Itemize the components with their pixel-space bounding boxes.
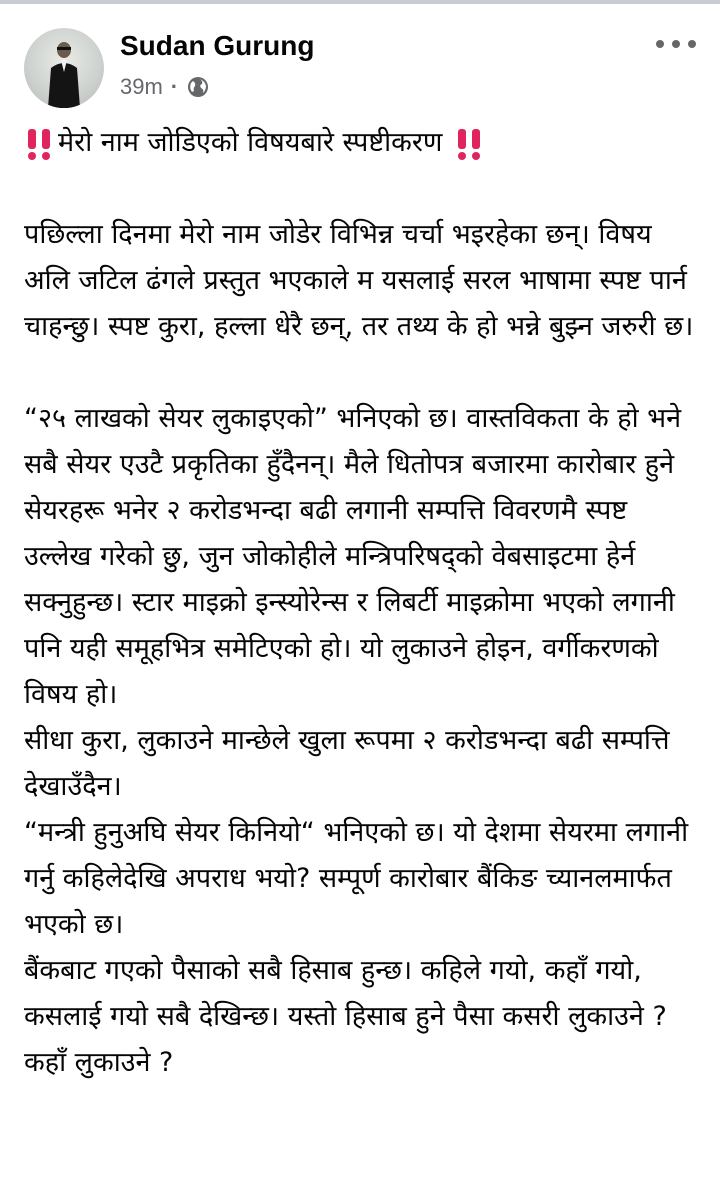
post-header	[24, 26, 696, 110]
more-dot	[656, 40, 664, 48]
post-paragraph: सीधा कुरा, लुकाउने मान्छेले खुला रूपमा २ करोडभन्दा बढी सम्पत्ति देखाउँदैन।	[24, 725, 670, 802]
double-exclamation-icon	[454, 125, 484, 161]
meta-separator: ·	[170, 74, 179, 99]
avatar-photo	[24, 28, 104, 108]
post-paragraph: बैंकबाट गएको पैसाको सबै हिसाब हुन्छ। कहिले गयो, कहाँ गयो, कसलाई गयो सबै देखिन्छ। यस्तो हिसाब हुने पैसा कसरी लुकाउने ? कहाँ लुकाउने ?	[24, 955, 667, 1078]
post-title: मेरो नाम जोडिएको विषयबारे स्पष्टीकरण	[58, 127, 443, 158]
author-name[interactable]: Sudan Gurung	[120, 30, 315, 61]
paragraph-gap	[24, 166, 700, 212]
post-body	[24, 120, 700, 1181]
post-title-line	[24, 120, 700, 166]
paragraph-gap	[24, 350, 700, 396]
top-divider	[0, 0, 720, 4]
post-meta	[120, 74, 210, 100]
post-paragraph: “मन्त्री हुनुअघि सेयर किनियो“ भनिएको छ। यो देशमा सेयरमा लगानी गर्नु कहिलेदेखि अपराध भयो? सम्पूर्ण कारोबार बैंकिङ च्यानलमार्फत भएको छ।	[24, 817, 689, 940]
globe-icon[interactable]	[186, 75, 210, 99]
post-paragraph: “२५ लाखको सेयर लुकाइएको” भनिएको छ। वास्तविकता के हो भने सबै सेयर एउटै प्रकृतिका हुँदैनन्। मैले धितोपत्र बजारमा कारोबार हुने सेयरहरू भनेर २ करोडभन्दा बढी लगानी सम्पत्ति विवरणमै स्पष्ट उल्लेख गरेको छु, जुन जोकोहीले मन्त्रिपरिषद्को वेबसाइटमा हेर्न सक्नुहुन्छ। स्टार माइक्रो इन्स्योरेन्स र लिबर्टी माइक्रोमा भएको लगानी पनि यही समूहभित्र समेटिएको हो। यो लुकाउने होइन, वर्गीकरणको विषय हो।	[24, 403, 682, 710]
more-options-icon[interactable]	[656, 32, 696, 56]
avatar[interactable]	[24, 28, 104, 108]
more-dot	[672, 40, 680, 48]
more-dot	[688, 40, 696, 48]
post-timestamp[interactable]: 39m	[120, 74, 163, 99]
double-exclamation-icon	[24, 125, 54, 161]
post-paragraph: पछिल्ला दिनमा मेरो नाम जोडेर विभिन्न चर्चा भइरहेका छन्। विषय अलि जटिल ढंगले प्रस्तुत भएकाले म यसलाई सरल भाषामा स्पष्ट पार्न चाहन्छु। स्पष्ट कुरा, हल्ला धेरै छन्, तर तथ्य के हो भन्ने बुझ्न जरुरी छ।	[24, 219, 694, 342]
